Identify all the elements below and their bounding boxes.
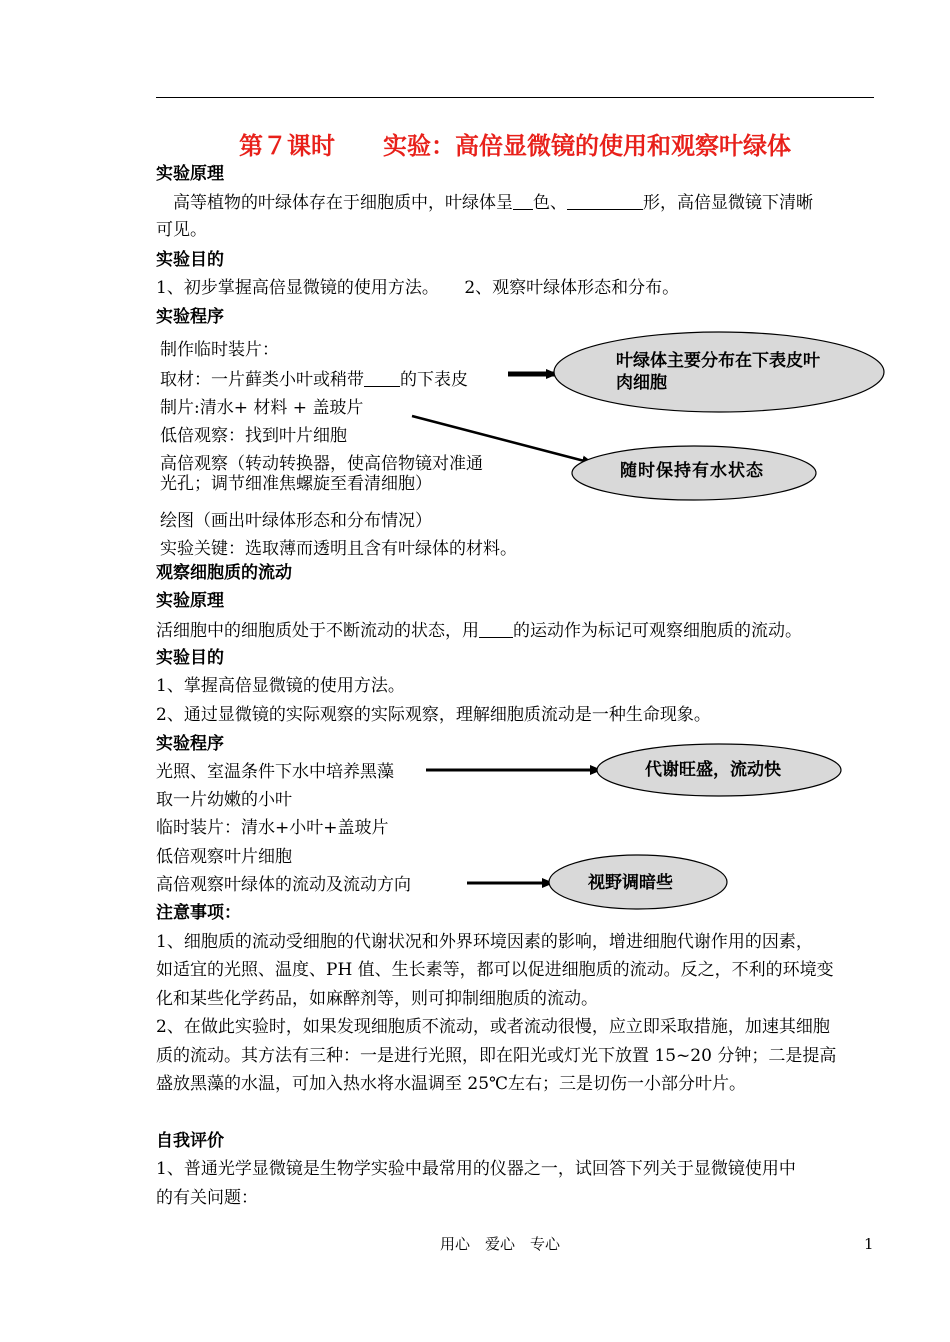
heading-cytoplasm-flow: 观察细胞质的流动 <box>156 563 292 583</box>
callout-1-text: 叶绿体主要分布在下表皮叶肉细胞 <box>616 351 820 394</box>
principle-2-b: 的运动作为标记可观察细胞质的流动。 <box>513 621 802 641</box>
page-title: 第７课时 实验：高倍显微镜的使用和观察叶绿体 <box>239 132 791 160</box>
heading-purpose-2: 实验目的 <box>156 648 224 668</box>
heading-notes: 注意事项： <box>156 903 241 923</box>
footer-motto: 用心 爱心 专心 <box>440 1235 561 1253</box>
principle-2-a: 活细胞中的细胞质处于不断流动的状态，用 <box>156 621 479 641</box>
step-draw: 绘图（画出叶绿体形态和分布情况） <box>160 511 432 531</box>
arrow-callout-2 <box>412 416 592 463</box>
purpose-line: 1、初步掌握高倍显微镜的使用方法。 2、观察叶绿体形态和分布。 <box>156 278 680 298</box>
step-prepare: 制片:清水+ 材料 + 盖玻片 <box>160 398 364 418</box>
flow-step-3: 临时装片：清水+小叶+盖玻片 <box>156 818 389 838</box>
flow-step-1: 光照、室温条件下水中培养黑藻 <box>156 762 394 782</box>
heading-procedure-2: 实验程序 <box>156 734 224 754</box>
flow-step-2: 取一片幼嫩的小叶 <box>156 790 292 810</box>
callout-3-text: 代谢旺盛，流动快 <box>645 760 781 780</box>
notes-line: 1、细胞质的流动受细胞的代谢状况和外界环境因素的影响，增进细胞代谢作用的因素， <box>156 932 813 952</box>
notes-line: 盛放黑藻的水温，可加入热水将水温调至 25℃左右；三是切伤一小部分叶片。 <box>156 1074 747 1094</box>
heading-procedure: 实验程序 <box>156 307 224 327</box>
heading-self-eval: 自我评价 <box>156 1131 224 1151</box>
step-key: 实验关键：选取薄而透明且含有叶绿体的材料。 <box>160 539 517 559</box>
principle-text-b: 色、 <box>533 193 567 213</box>
eval-question-line-1: 1、普通光学显微镜是生物学实验中最常用的仪器之一，试回答下列关于显微镜使用中 <box>156 1159 796 1179</box>
eval-question-line-2: 的有关问题： <box>156 1188 258 1208</box>
notes-line: 化和某些化学药品，如麻醉剂等，则可抑制细胞质的流动。 <box>156 989 598 1009</box>
step-low-power: 低倍观察：找到叶片细胞 <box>160 426 347 446</box>
callout-2-text: 随时保持有水状态 <box>620 461 764 481</box>
step-high-power-2: 光孔；调节细准焦螺旋至看清细胞） <box>160 474 432 494</box>
flow-step-5: 高倍观察叶绿体的流动及流动方向 <box>156 875 411 895</box>
heading-purpose: 实验目的 <box>156 250 224 270</box>
heading-principle: 实验原理 <box>156 164 224 184</box>
notes-line: 2、在做此实验时，如果发现细胞质不流动，或者流动很慢，应立即采取措施，加速其细胞 <box>156 1017 830 1037</box>
step-material-b: 的下表皮 <box>400 370 468 390</box>
callout-4-text: 视野调暗些 <box>588 873 673 893</box>
flow-step-4: 低倍观察叶片细胞 <box>156 847 292 867</box>
step-make-slide: 制作临时装片： <box>160 340 279 360</box>
page-number: 1 <box>864 1235 874 1253</box>
principle-text-a: 高等植物的叶绿体存在于细胞质中，叶绿体呈 <box>156 193 513 213</box>
purpose-2-line-2: 2、通过显微镜的实际观察的实际观察，理解细胞质流动是一种生命现象。 <box>156 705 711 725</box>
step-material-a: 取材：一片藓类小叶或稍带 <box>160 370 364 390</box>
purpose-2-line-1: 1、掌握高倍显微镜的使用方法。 <box>156 676 405 696</box>
heading-principle-2: 实验原理 <box>156 591 224 611</box>
principle-text-c: 形，高倍显微镜下清晰 <box>643 193 813 213</box>
principle-line-2: 可见。 <box>156 220 207 240</box>
notes-line: 质的流动。其方法有三种：一是进行光照，即在阳光或灯光下放置 15~20 分钟；二是提高 <box>156 1046 837 1066</box>
notes-line: 如适宜的光照、温度、PH 值、生长素等，都可以促进细胞质的流动。反之，不利的环境变 <box>156 960 834 980</box>
step-high-power-1: 高倍观察（转动转换器，使高倍物镜对准通 <box>160 454 483 474</box>
